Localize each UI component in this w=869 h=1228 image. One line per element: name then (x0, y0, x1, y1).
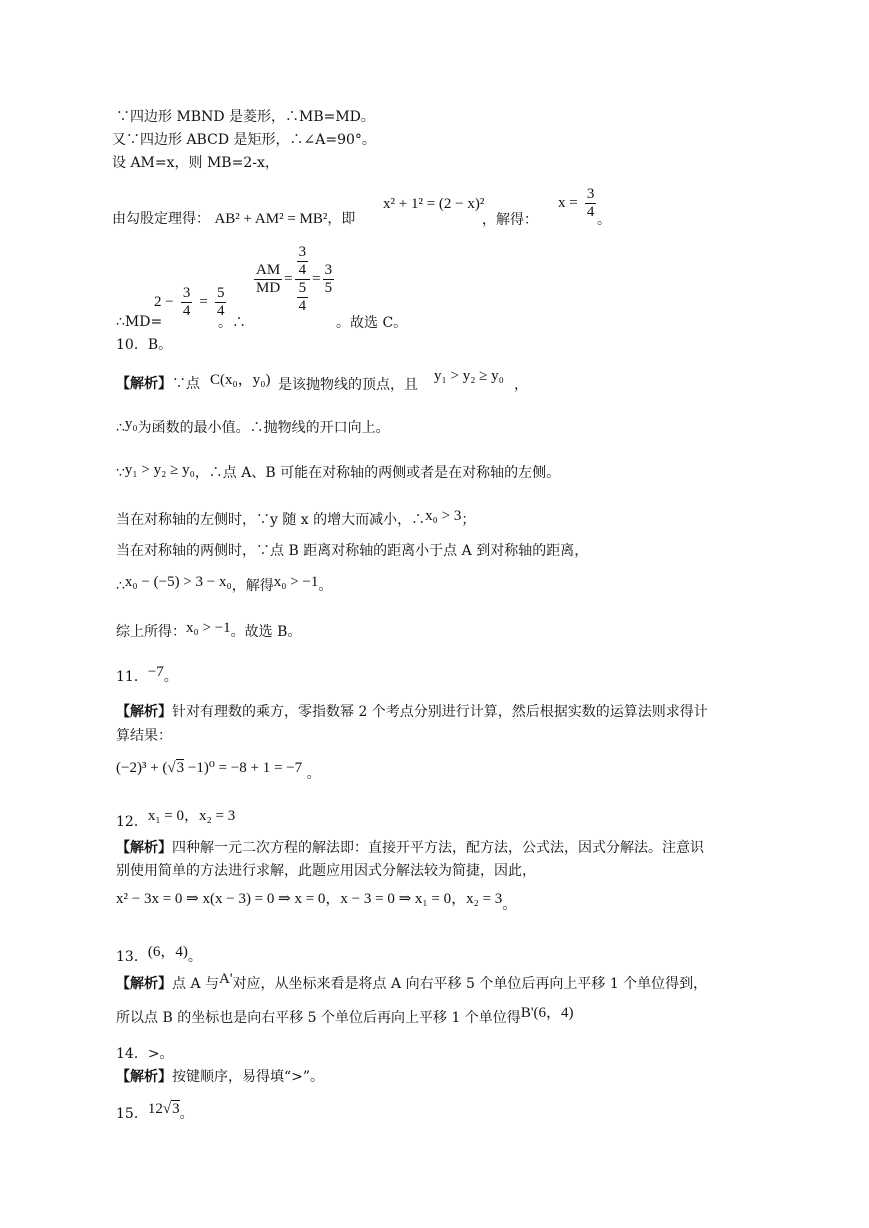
x0-gt-3: x₀ > 3 (425, 508, 462, 524)
text: 15． (116, 1106, 148, 1122)
text: 11． (116, 669, 148, 685)
calc-part-b: −1)⁰ = −8 + 1 = −7 (184, 760, 303, 776)
equals: = (284, 271, 293, 287)
q10-answer (116, 335, 172, 355)
y-inequality: y₁ > y₂ ≥ y₀ (434, 368, 504, 384)
pythagoras-formula: AB² + AM² = MB² (214, 211, 328, 227)
q13-analysis-1 (116, 971, 708, 994)
text: 算结果： (116, 728, 172, 744)
q10-conclusion (116, 622, 301, 642)
q12-analysis-1 (116, 838, 704, 858)
sqrt-sign: √ (167, 760, 176, 776)
numerator: 3 (324, 262, 333, 278)
period: 。 (597, 212, 611, 228)
text: ∴ (116, 578, 125, 594)
text: 。故选 B。 (230, 624, 302, 640)
text: ，∴点 A、B 可能在对称轴的两侧或者是在对称轴的左侧。 (194, 465, 561, 481)
text: ， (514, 377, 528, 393)
b-prime: B'(6，4) (520, 1005, 574, 1021)
q10-analysis-2 (116, 418, 390, 438)
answer-coef: 12 (147, 1101, 163, 1117)
denominator (295, 279, 311, 315)
q14-analysis (116, 1067, 324, 1087)
answer-x1-x2: x₁ = 0，x₂ = 3 (147, 808, 236, 824)
proof-line-3 (112, 153, 279, 173)
text: 又∵四边形 ABCD 是矩形，∴∠A=90°。 (112, 132, 376, 148)
denominator-top: 5 (298, 280, 307, 296)
q10-analysis-5 (116, 541, 588, 561)
text-choose-c: 。故选 C。 (336, 315, 408, 331)
text: 12． (116, 814, 148, 830)
q10-analysis-3 (116, 463, 560, 483)
fraction-3-4 (181, 285, 193, 320)
text: 当在对称轴的左侧时，∵y 随 x 的增大而减小，∴ (116, 512, 426, 528)
calc-part-a: (−2)³ + ( (116, 760, 168, 776)
text: ； (461, 512, 476, 528)
text: ∵四边形 MBND 是菱形，∴MB=MD。 (116, 109, 375, 125)
text: 设 AM=x，则 MB=2-x， (112, 155, 279, 171)
fraction-3-4 (585, 186, 597, 221)
q12-equation (116, 889, 517, 913)
text: 。 (187, 949, 202, 965)
text: 13． (116, 949, 148, 965)
text: ∴ (116, 420, 125, 436)
equals: = (199, 294, 208, 310)
q13-analysis-2 (116, 1005, 574, 1028)
answer-neg7: −7 (147, 664, 164, 680)
text: 别使用简单的方法进行求解，此题应用因式分解法较为简捷，因此， (116, 863, 536, 879)
q11-calc (116, 758, 321, 782)
y-inequality: y₁ > y₂ ≥ y₀ (124, 462, 195, 478)
q12-answer (116, 806, 236, 830)
fraction-am-md (254, 262, 282, 297)
analysis-tag: 【解析】 (116, 840, 172, 856)
equation: x² + 1² = (2 − x)² (383, 196, 485, 212)
x-eq-label: x = (558, 195, 578, 211)
analysis-tag: 【解析】 (116, 704, 172, 720)
text: 所以点 B 的坐标也是向右平移 5 个单位后再向上平移 1 个单位得 (116, 1010, 521, 1026)
numerator-bottom: 4 (298, 262, 307, 278)
denominator: 4 (586, 204, 595, 220)
a-prime: A' (219, 971, 233, 987)
sqrt-radicand: 3 (176, 760, 185, 776)
text: ∵点 (172, 376, 200, 392)
text: 10．B。 (116, 337, 173, 353)
inequality: x₀ − (−5) > 3 − x₀ (124, 574, 232, 590)
q15-answer (116, 1099, 194, 1122)
compound-fraction (295, 244, 311, 315)
analysis-tag: 【解析】 (116, 376, 172, 392)
numerator: 3 (586, 186, 595, 202)
text: 点 A 与 (172, 976, 220, 992)
denominator-bottom: 4 (298, 298, 307, 314)
denominator: 4 (216, 303, 225, 319)
y0: y₀ (124, 416, 138, 432)
text: 。 (179, 1106, 194, 1122)
proof-line-2 (112, 130, 376, 150)
text: ∵ (116, 465, 125, 481)
q12-analysis-2 (116, 861, 536, 881)
denominator: 5 (324, 280, 333, 296)
x0-gt-neg1: x₀ > −1 (186, 620, 231, 636)
q14-answer (116, 1044, 174, 1064)
text: 针对有理数的乘方，零指数幂 2 个考点分别进行计算，然后根据实数的运算法则求得计 (172, 704, 708, 720)
text: 当在对称轴的两侧时，∵点 B 距离对称轴的距离小于点 A 到对称轴的距离， (116, 543, 589, 559)
analysis-tag: 【解析】 (116, 976, 172, 992)
q10-analysis-6 (116, 576, 332, 596)
proof-line-1 (116, 107, 375, 127)
text: 。 (163, 669, 178, 685)
text-therefore: 。∴ (218, 315, 246, 331)
text: ∴MD= (116, 314, 163, 330)
text: 是该抛物线的顶点，且 (278, 377, 418, 393)
text: 14．>。 (116, 1046, 174, 1062)
q11-analysis-1 (116, 702, 708, 722)
x-solution (558, 186, 598, 221)
text-solve: ，解得： (482, 212, 538, 228)
sqrt-radicand: 3 (172, 1101, 180, 1117)
denominator: 4 (182, 303, 191, 319)
analysis-tag: 【解析】 (116, 1069, 172, 1085)
equals: = (312, 271, 321, 287)
sqrt-sign: √ (162, 1101, 172, 1117)
numerator: AM (256, 262, 281, 278)
pythagoras-line (112, 209, 355, 229)
q13-answer (116, 942, 202, 965)
x0-gt-neg1: x₀ > −1 (273, 574, 319, 590)
q11-analysis-2 (116, 726, 172, 746)
text: 对应，从坐标来看是将点 A 向右平移 5 个单位后再向上平移 1 个单位得到， (232, 976, 708, 992)
q11-answer (116, 664, 178, 687)
text: 由勾股定理得： (112, 211, 210, 227)
answer-point: (6，4) (147, 944, 188, 960)
period: 。 (502, 897, 517, 913)
numerator: 5 (216, 285, 225, 301)
numerator: 3 (182, 285, 191, 301)
two-minus: 2 − (154, 294, 174, 310)
q10-analysis-1 (116, 374, 200, 394)
q10-analysis-4 (116, 510, 475, 530)
text: 综上所得： (116, 624, 186, 640)
text: 。 (318, 578, 333, 594)
denominator: MD (256, 280, 281, 296)
numerator-top: 3 (298, 244, 307, 260)
point-c: C(x₀，y₀) (210, 372, 271, 388)
ratio-calc (252, 244, 336, 315)
numerator (295, 244, 311, 279)
text: 按键顺序，易得填“>”。 (172, 1069, 325, 1085)
text: 为函数的最小值。∴抛物线的开口向上。 (137, 420, 390, 436)
text: ，解得 (231, 578, 274, 594)
fraction-3-5 (323, 262, 335, 297)
period: 。 (306, 766, 321, 782)
text: 四种解一元二次方程的解法即：直接开平方法，配方法，公式法，因式分解法。注意识 (172, 840, 704, 856)
factorization: x² − 3x = 0 ⇒ x(x − 3) = 0 ⇒ x = 0，x − 3 = 0 ⇒ x₁ = 0，x₂ = 3 (116, 891, 503, 907)
text: ，即 (327, 211, 356, 227)
